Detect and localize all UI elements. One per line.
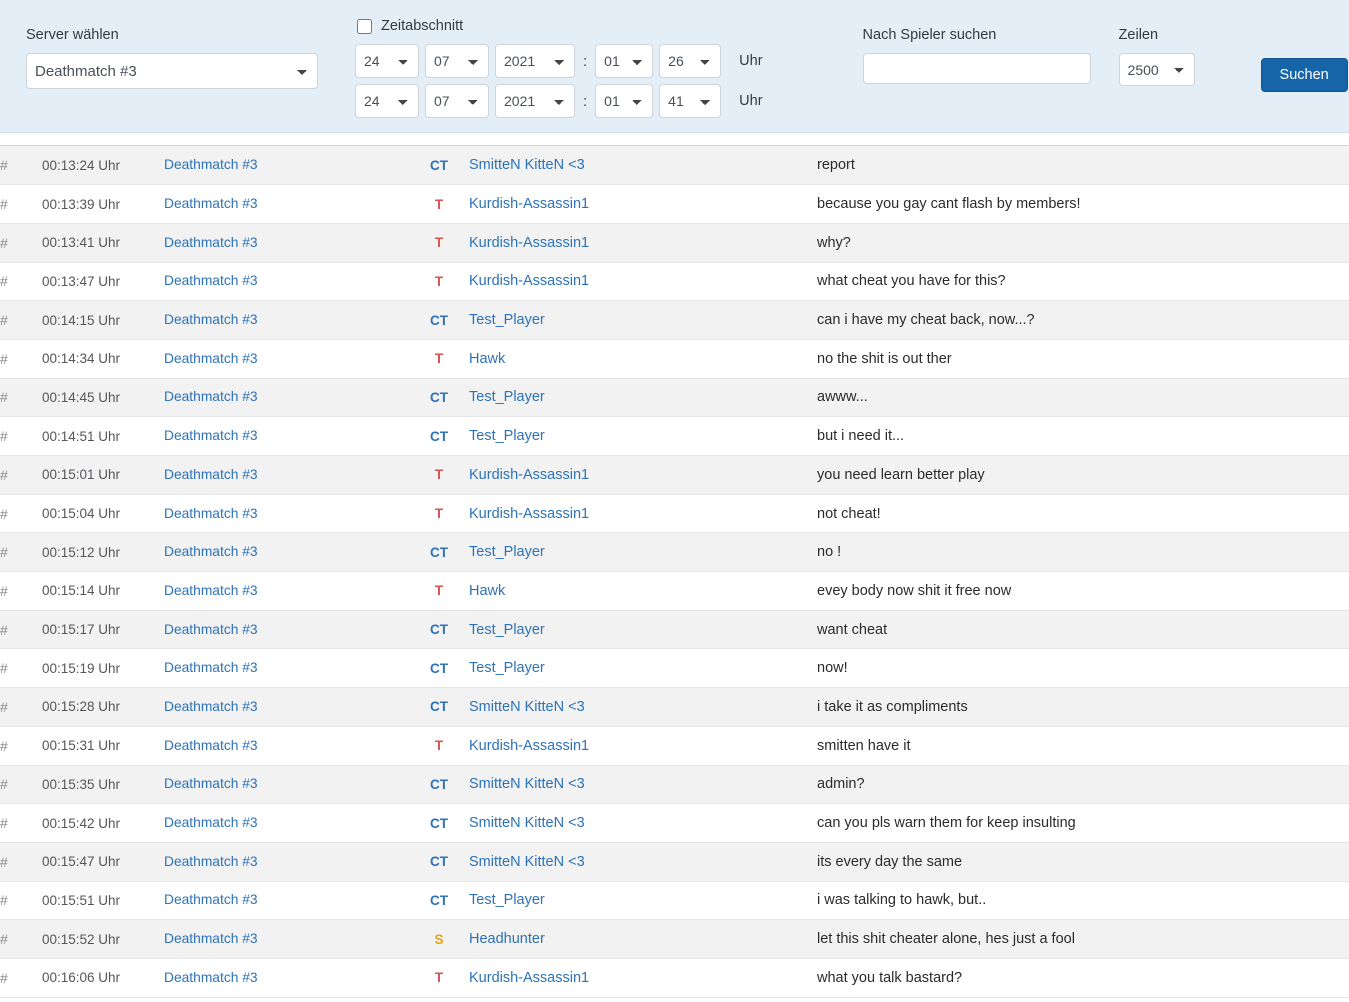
row-player-cell bbox=[469, 958, 817, 997]
from-unit-label: Uhr bbox=[739, 53, 763, 69]
table-row bbox=[0, 958, 1349, 997]
row-message: you need learn better play bbox=[817, 456, 1349, 495]
from-year-select[interactable] bbox=[495, 44, 575, 78]
row-timestamp: 00:14:15 Uhr bbox=[42, 301, 164, 340]
row-server-link[interactable]: Deathmatch #3 bbox=[164, 196, 258, 212]
table-row bbox=[0, 301, 1349, 340]
row-server-link[interactable]: Deathmatch #3 bbox=[164, 853, 258, 869]
to-day-select[interactable] bbox=[355, 84, 419, 118]
row-team-badge: T bbox=[409, 185, 469, 224]
row-hash-link[interactable]: # bbox=[0, 958, 42, 997]
row-message: but i need it... bbox=[817, 417, 1349, 456]
row-server-cell bbox=[164, 533, 409, 572]
row-timestamp: 00:13:39 Uhr bbox=[42, 185, 164, 224]
row-player-cell bbox=[469, 378, 817, 417]
row-server-link[interactable]: Deathmatch #3 bbox=[164, 350, 258, 366]
row-player-link[interactable]: Kurdish-Assassin1 bbox=[469, 737, 590, 754]
row-team-badge: CT bbox=[409, 765, 469, 804]
table-row bbox=[0, 185, 1349, 224]
timeframe-checkbox[interactable] bbox=[357, 19, 372, 34]
player-search-label: Nach Spieler suchen bbox=[862, 27, 997, 43]
row-timestamp: 00:15:28 Uhr bbox=[42, 688, 164, 727]
to-month-select[interactable] bbox=[425, 84, 489, 118]
row-player-cell bbox=[469, 881, 817, 920]
table-row bbox=[0, 494, 1349, 533]
row-timestamp: 00:15:31 Uhr bbox=[42, 726, 164, 765]
row-hash-link[interactable]: # bbox=[0, 223, 42, 262]
row-server-cell bbox=[164, 572, 409, 611]
row-player-link[interactable]: Kurdish-Assassin1 bbox=[469, 234, 590, 251]
row-server-cell bbox=[164, 920, 409, 959]
row-server-cell bbox=[164, 726, 409, 765]
row-player-cell bbox=[469, 842, 817, 881]
row-player-link[interactable]: Test_Player bbox=[469, 660, 545, 677]
row-hash-link[interactable]: # bbox=[0, 262, 42, 301]
row-timestamp: 00:15:17 Uhr bbox=[42, 610, 164, 649]
row-player-cell bbox=[469, 765, 817, 804]
row-player-link[interactable]: Hawk bbox=[469, 350, 506, 367]
horizontal-scrollbar[interactable] bbox=[0, 133, 1349, 146]
row-server-cell bbox=[164, 417, 409, 456]
row-message: report bbox=[817, 146, 1349, 185]
row-player-cell bbox=[469, 572, 817, 611]
row-player-cell bbox=[469, 223, 817, 262]
row-player-link[interactable]: Kurdish-Assassin1 bbox=[469, 505, 590, 522]
server-select[interactable] bbox=[26, 53, 318, 89]
row-message: what you talk bastard? bbox=[817, 958, 1349, 997]
row-message: evey body now shit it free now bbox=[817, 572, 1349, 611]
row-hash-link[interactable]: # bbox=[0, 378, 42, 417]
row-team-badge: T bbox=[409, 456, 469, 495]
row-player-cell bbox=[469, 456, 817, 495]
timeframe-filter bbox=[355, 18, 763, 124]
row-team-badge: CT bbox=[409, 417, 469, 456]
row-message: can i have my cheat back, now...? bbox=[817, 301, 1349, 340]
row-team-badge: S bbox=[409, 920, 469, 959]
row-message: why? bbox=[817, 223, 1349, 262]
to-year-select[interactable] bbox=[495, 84, 575, 118]
row-player-cell bbox=[469, 494, 817, 533]
row-player-cell bbox=[469, 726, 817, 765]
row-timestamp: 00:15:42 Uhr bbox=[42, 804, 164, 843]
row-team-badge: CT bbox=[409, 610, 469, 649]
row-message: can you pls warn them for keep insulting bbox=[817, 804, 1349, 843]
row-hash-link[interactable]: # bbox=[0, 804, 42, 843]
row-timestamp: 00:15:01 Uhr bbox=[42, 456, 164, 495]
row-player-link[interactable]: Test_Player bbox=[469, 544, 545, 561]
row-timestamp: 00:15:12 Uhr bbox=[42, 533, 164, 572]
timeframe-label: Zeitabschnitt bbox=[381, 18, 464, 34]
from-hour-select[interactable] bbox=[595, 44, 653, 78]
row-message: what cheat you have for this? bbox=[817, 262, 1349, 301]
row-player-link[interactable]: SmitteN KitteN <3 bbox=[469, 853, 585, 870]
row-server-cell bbox=[164, 185, 409, 224]
row-server-link[interactable]: Deathmatch #3 bbox=[164, 815, 258, 831]
row-player-cell bbox=[469, 339, 817, 378]
row-timestamp: 00:13:24 Uhr bbox=[42, 146, 164, 185]
rows-select[interactable] bbox=[1119, 53, 1195, 86]
row-hash-link[interactable]: # bbox=[0, 610, 42, 649]
row-message: smitten have it bbox=[817, 726, 1349, 765]
table-row bbox=[0, 456, 1349, 495]
row-message: because you gay cant flash by members! bbox=[817, 185, 1349, 224]
row-message: no the shit is out ther bbox=[817, 339, 1349, 378]
rows-filter bbox=[1119, 26, 1195, 86]
chatlog-table bbox=[0, 146, 1349, 998]
row-server-link[interactable]: Deathmatch #3 bbox=[164, 737, 258, 753]
row-player-link[interactable]: Kurdish-Assassin1 bbox=[469, 273, 590, 290]
row-team-badge: T bbox=[409, 223, 469, 262]
server-label: Server wählen bbox=[26, 27, 119, 43]
row-message: let this shit cheater alone, hes just a fool bbox=[817, 920, 1349, 959]
row-hash-link[interactable]: # bbox=[0, 533, 42, 572]
row-player-cell bbox=[469, 688, 817, 727]
row-timestamp: 00:15:52 Uhr bbox=[42, 920, 164, 959]
row-player-link[interactable]: Test_Player bbox=[469, 312, 545, 329]
row-server-link[interactable]: Deathmatch #3 bbox=[164, 698, 258, 714]
date-row-to bbox=[355, 84, 763, 118]
table-row bbox=[0, 223, 1349, 262]
row-timestamp: 00:13:41 Uhr bbox=[42, 223, 164, 262]
rows-label: Zeilen bbox=[1118, 27, 1159, 43]
row-player-link[interactable]: Test_Player bbox=[469, 428, 545, 445]
row-server-link[interactable]: Deathmatch #3 bbox=[164, 157, 258, 173]
row-player-link[interactable]: Kurdish-Assassin1 bbox=[469, 466, 590, 483]
row-server-link[interactable]: Deathmatch #3 bbox=[164, 931, 258, 947]
date-row-from bbox=[355, 44, 763, 78]
to-hour-select[interactable] bbox=[595, 84, 653, 118]
row-team-badge: CT bbox=[409, 378, 469, 417]
row-hash-link[interactable]: # bbox=[0, 920, 42, 959]
row-hash-link[interactable]: # bbox=[0, 572, 42, 611]
table-row bbox=[0, 881, 1349, 920]
row-timestamp: 00:15:14 Uhr bbox=[42, 572, 164, 611]
row-player-link[interactable]: Test_Player bbox=[469, 621, 545, 638]
row-hash-link[interactable]: # bbox=[0, 842, 42, 881]
row-server-link[interactable]: Deathmatch #3 bbox=[164, 234, 258, 250]
row-message: not cheat! bbox=[817, 494, 1349, 533]
row-message: want cheat bbox=[817, 610, 1349, 649]
table-row bbox=[0, 339, 1349, 378]
row-player-cell bbox=[469, 301, 817, 340]
row-message: no ! bbox=[817, 533, 1349, 572]
row-timestamp: 00:15:19 Uhr bbox=[42, 649, 164, 688]
row-timestamp: 00:13:47 Uhr bbox=[42, 262, 164, 301]
row-team-badge: CT bbox=[409, 804, 469, 843]
from-month-select[interactable] bbox=[425, 44, 489, 78]
row-server-link[interactable]: Deathmatch #3 bbox=[164, 505, 258, 521]
row-player-cell bbox=[469, 920, 817, 959]
to-unit-label: Uhr bbox=[739, 93, 763, 109]
row-player-link[interactable]: SmitteN KitteN <3 bbox=[469, 815, 585, 832]
row-server-link[interactable]: Deathmatch #3 bbox=[164, 621, 258, 637]
row-team-badge: CT bbox=[409, 842, 469, 881]
row-hash-link[interactable]: # bbox=[0, 649, 42, 688]
row-server-cell bbox=[164, 339, 409, 378]
row-team-badge: CT bbox=[409, 146, 469, 185]
search-button[interactable]: Suchen bbox=[1261, 58, 1348, 92]
row-player-cell bbox=[469, 262, 817, 301]
row-hash-link[interactable]: # bbox=[0, 688, 42, 727]
row-hash-link[interactable]: # bbox=[0, 494, 42, 533]
row-player-link[interactable]: SmitteN KitteN <3 bbox=[469, 776, 585, 793]
row-timestamp: 00:16:06 Uhr bbox=[42, 958, 164, 997]
table-row bbox=[0, 649, 1349, 688]
from-colon: : bbox=[583, 52, 588, 70]
row-player-cell bbox=[469, 649, 817, 688]
table-row bbox=[0, 842, 1349, 881]
row-server-link[interactable]: Deathmatch #3 bbox=[164, 273, 258, 289]
row-player-link[interactable]: Test_Player bbox=[469, 892, 545, 909]
row-hash-link[interactable]: # bbox=[0, 726, 42, 765]
row-message: i was talking to hawk, but.. bbox=[817, 881, 1349, 920]
table-row bbox=[0, 262, 1349, 301]
row-message: now! bbox=[817, 649, 1349, 688]
row-server-cell bbox=[164, 146, 409, 185]
timeframe-checkbox-row[interactable] bbox=[357, 18, 763, 34]
row-server-link[interactable]: Deathmatch #3 bbox=[164, 312, 258, 328]
row-hash-link[interactable]: # bbox=[0, 765, 42, 804]
row-player-link[interactable]: SmitteN KitteN <3 bbox=[469, 157, 585, 174]
row-team-badge: CT bbox=[409, 533, 469, 572]
row-server-cell bbox=[164, 262, 409, 301]
row-team-badge: CT bbox=[409, 881, 469, 920]
row-player-link[interactable]: Hawk bbox=[469, 582, 506, 599]
row-player-cell bbox=[469, 146, 817, 185]
row-server-cell bbox=[164, 301, 409, 340]
row-hash-link[interactable]: # bbox=[0, 456, 42, 495]
row-message: awww... bbox=[817, 378, 1349, 417]
filter-bar bbox=[0, 0, 1349, 133]
row-message: admin? bbox=[817, 765, 1349, 804]
row-server-link[interactable]: Deathmatch #3 bbox=[164, 660, 258, 676]
table-row bbox=[0, 610, 1349, 649]
table-row bbox=[0, 804, 1349, 843]
row-timestamp: 00:14:45 Uhr bbox=[42, 378, 164, 417]
player-search-input[interactable] bbox=[863, 53, 1091, 84]
row-message: i take it as compliments bbox=[817, 688, 1349, 727]
table-row bbox=[0, 688, 1349, 727]
row-player-cell bbox=[469, 533, 817, 572]
row-player-cell bbox=[469, 417, 817, 456]
row-server-cell bbox=[164, 378, 409, 417]
row-team-badge: CT bbox=[409, 649, 469, 688]
row-player-cell bbox=[469, 804, 817, 843]
row-timestamp: 00:15:47 Uhr bbox=[42, 842, 164, 881]
row-server-cell bbox=[164, 610, 409, 649]
row-server-link[interactable]: Deathmatch #3 bbox=[164, 582, 258, 598]
table-row bbox=[0, 417, 1349, 456]
table-row bbox=[0, 765, 1349, 804]
row-server-link[interactable]: Deathmatch #3 bbox=[164, 389, 258, 405]
row-server-cell bbox=[164, 494, 409, 533]
row-server-cell bbox=[164, 842, 409, 881]
row-team-badge: T bbox=[409, 262, 469, 301]
player-search-filter bbox=[863, 26, 1091, 84]
row-team-badge: T bbox=[409, 572, 469, 611]
row-team-badge: T bbox=[409, 339, 469, 378]
table-row bbox=[0, 146, 1349, 185]
row-team-badge: T bbox=[409, 494, 469, 533]
row-team-badge: T bbox=[409, 726, 469, 765]
table-row bbox=[0, 920, 1349, 959]
row-player-cell bbox=[469, 185, 817, 224]
row-server-cell bbox=[164, 881, 409, 920]
row-server-cell bbox=[164, 765, 409, 804]
row-team-badge: CT bbox=[409, 301, 469, 340]
row-timestamp: 00:15:51 Uhr bbox=[42, 881, 164, 920]
from-day-select[interactable] bbox=[355, 44, 419, 78]
row-server-cell bbox=[164, 456, 409, 495]
row-hash-link[interactable]: # bbox=[0, 881, 42, 920]
row-player-link[interactable]: Kurdish-Assassin1 bbox=[469, 969, 590, 986]
row-player-cell bbox=[469, 610, 817, 649]
to-minute-select[interactable] bbox=[659, 84, 721, 118]
table-row bbox=[0, 572, 1349, 611]
row-timestamp: 00:15:04 Uhr bbox=[42, 494, 164, 533]
row-hash-link[interactable]: # bbox=[0, 146, 42, 185]
row-timestamp: 00:15:35 Uhr bbox=[42, 765, 164, 804]
row-timestamp: 00:14:34 Uhr bbox=[42, 339, 164, 378]
row-server-cell bbox=[164, 649, 409, 688]
row-player-link[interactable]: Test_Player bbox=[469, 389, 545, 406]
row-server-cell bbox=[164, 804, 409, 843]
from-minute-select[interactable] bbox=[659, 44, 721, 78]
row-server-link[interactable]: Deathmatch #3 bbox=[164, 892, 258, 908]
row-player-link[interactable]: Headhunter bbox=[469, 931, 545, 948]
row-server-cell bbox=[164, 223, 409, 262]
row-server-link[interactable]: Deathmatch #3 bbox=[164, 969, 258, 985]
row-hash-link[interactable]: # bbox=[0, 339, 42, 378]
row-team-badge: T bbox=[409, 958, 469, 997]
table-row bbox=[0, 533, 1349, 572]
table-row bbox=[0, 726, 1349, 765]
row-server-link[interactable]: Deathmatch #3 bbox=[164, 544, 258, 560]
chatlog-table-body bbox=[0, 146, 1349, 997]
search-button-group bbox=[1261, 58, 1348, 92]
row-server-link[interactable]: Deathmatch #3 bbox=[164, 428, 258, 444]
server-filter bbox=[26, 26, 318, 89]
row-server-link[interactable]: Deathmatch #3 bbox=[164, 466, 258, 482]
row-team-badge: CT bbox=[409, 688, 469, 727]
row-hash-link[interactable]: # bbox=[0, 185, 42, 224]
row-timestamp: 00:14:51 Uhr bbox=[42, 417, 164, 456]
row-player-link[interactable]: Kurdish-Assassin1 bbox=[469, 196, 590, 213]
row-player-link[interactable]: SmitteN KitteN <3 bbox=[469, 698, 585, 715]
row-server-link[interactable]: Deathmatch #3 bbox=[164, 776, 258, 792]
row-server-cell bbox=[164, 688, 409, 727]
table-row bbox=[0, 378, 1349, 417]
row-hash-link[interactable]: # bbox=[0, 417, 42, 456]
row-server-cell bbox=[164, 958, 409, 997]
row-message: its every day the same bbox=[817, 842, 1349, 881]
row-hash-link[interactable]: # bbox=[0, 301, 42, 340]
to-colon: : bbox=[583, 92, 588, 110]
